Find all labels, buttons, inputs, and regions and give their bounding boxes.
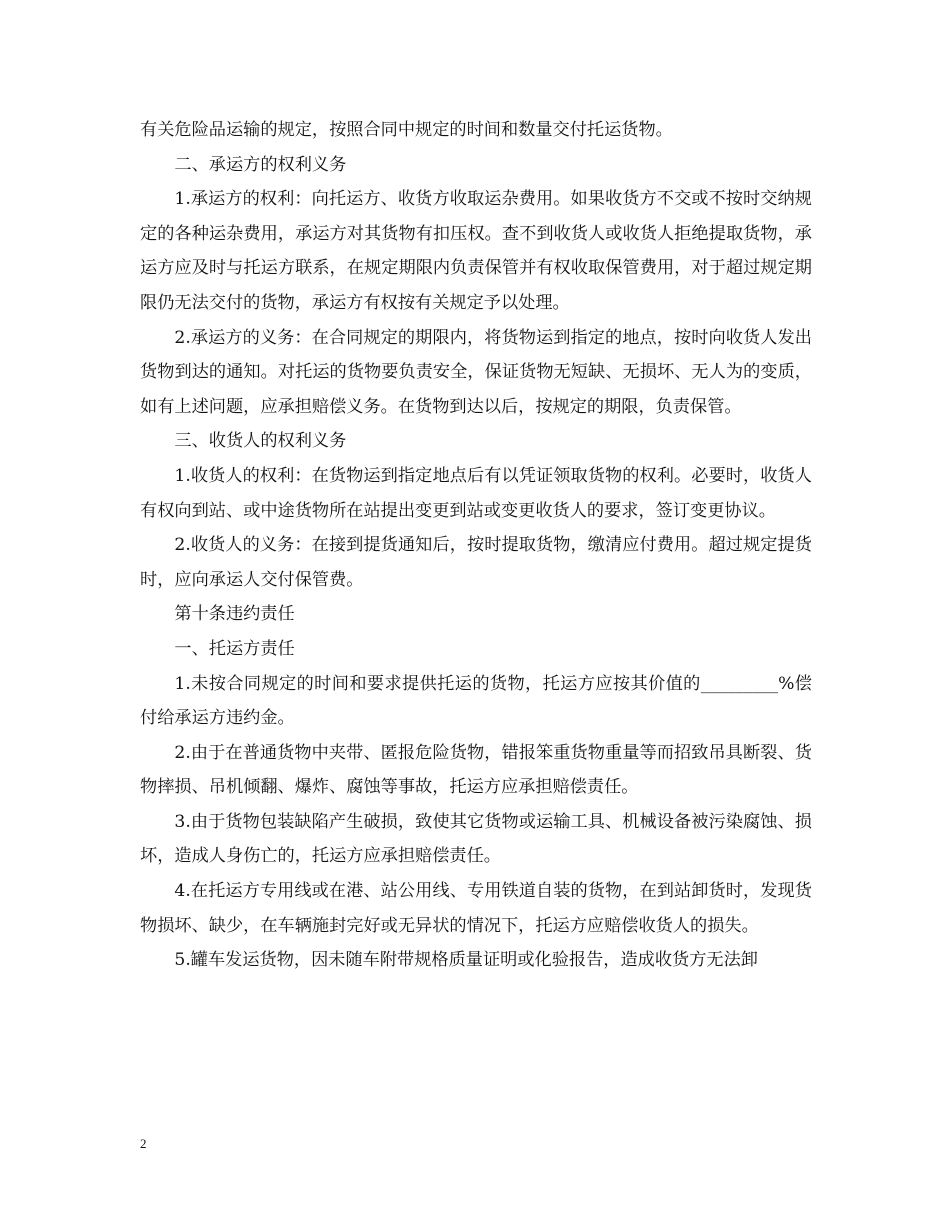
page-number: 2 [140, 1136, 147, 1151]
article-heading: 第十条违约责任 [174, 604, 295, 625]
section-heading: 一、托运方责任 [174, 638, 295, 659]
paragraph: 2.由于在普通货物中夹带、匿报危险货物，错报笨重货物重量等而招致吊具断裂、货物摔损、吊机倾翻、爆炸、腐蚀等事故，托运方应承担赔偿责任。 [140, 742, 812, 798]
paragraph: 1.承运方的权利：向托运方、收货方收取运杂费用。如果收货方不交或不按时交纳规定的各种运杂费用，承运方对其货物有扣压权。查不到收货人或收货人拒绝提取货物，承运方应及时与托运方联系，在规定期限内负责保管并有权收取保管费用，对于超过规定期限仍无法交付的货物，承运方有权按有关规定予以处理。 [140, 189, 812, 313]
paragraph: 3.由于货物包装缺陷产生破损，致使其它货物或运输工具、机械设备被污染腐蚀、损坏，造成人身伤亡的，托运方应承担赔偿责任。 [140, 811, 812, 867]
paragraph: 4.在托运方专用线或在港、站公用线、专用铁道自装的货物，在到站卸货时，发现货物损坏、缺少，在车辆施封完好或无异状的情况下，托运方应赔偿收货人的损失。 [140, 881, 812, 936]
section-heading: 二、承运方的权利义务 [174, 154, 347, 175]
paragraph: 有关危险品运输的规定，按照合同中规定的时间和数量交付托运货物。 [140, 120, 673, 140]
section-heading: 三、收货人的权利义务 [174, 431, 347, 452]
paragraph: 2.承运方的义务：在合同规定的期限内，将货物运到指定的地点，按时向收货人发出货物到达的通知。对托运的货物要负责安全，保证货物无短缺、无损坏、无人为的变质，如有上述问题，应承担赔偿义务。在货物到达以后，按规定的期限，负责保管。 [140, 327, 812, 417]
paragraph: 2.收货人的义务：在接到提货通知后，按时提取货物，缴清应付费用。超过规定提货时，应向承运人交付保管费。 [140, 535, 812, 590]
paragraph: 1.未按合同规定的时间和要求提供托运的货物，托运方应按其价值的_________%偿付给承运方违约金。 [140, 673, 812, 729]
document-body [140, 113, 812, 978]
paragraph: 5.罐车发运货物，因未随车附带规格质量证明或化验报告，造成收货方无法卸 [174, 950, 758, 971]
paragraph: 1.收货人的权利：在货物运到指定地点后有以凭证领取货物的权利。必要时，收货人有权向到站、或中途货物所在站提出变更到站或变更收货人的要求，签订变更协议。 [140, 465, 812, 521]
